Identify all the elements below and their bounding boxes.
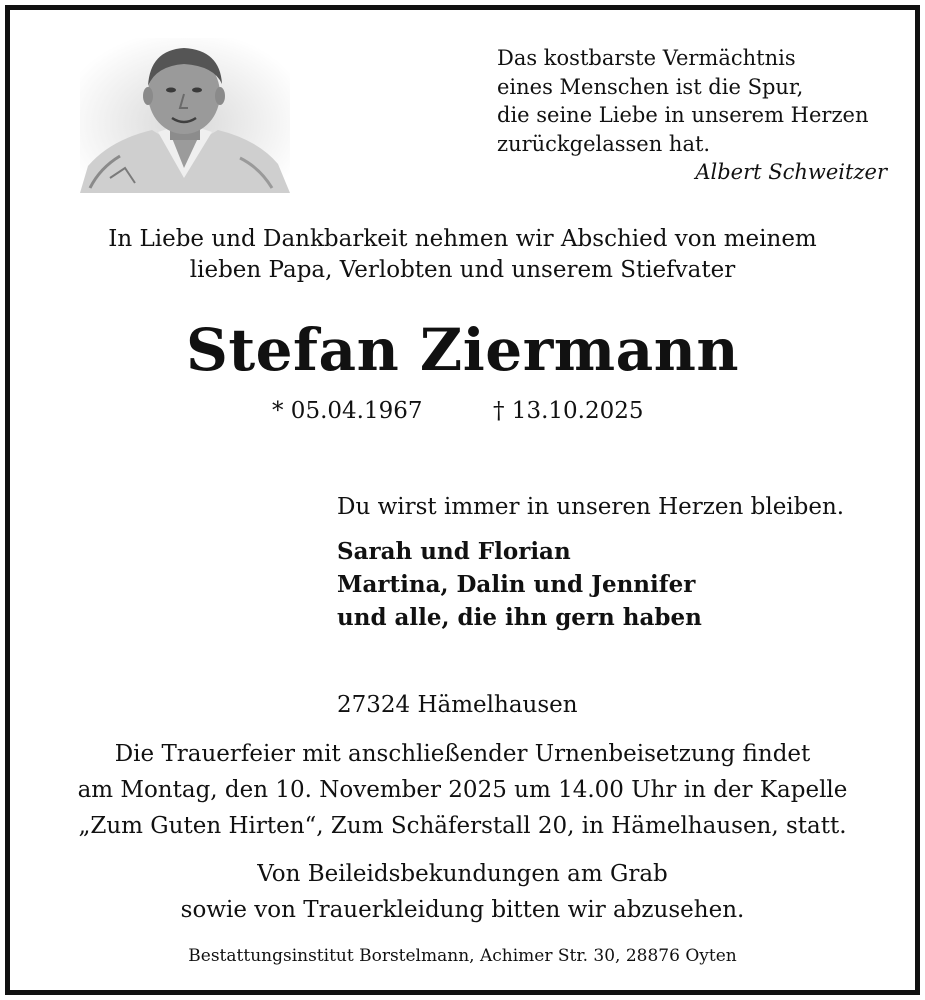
mourner-line: Martina, Dalin und Jennifer — [337, 571, 696, 598]
service-line: Die Trauerfeier mit anschließender Urnenbeisetzung findet — [114, 741, 811, 767]
service-line: „Zum Guten Hirten“, Zum Schäferstall 20, in Hämelhausen, statt. — [78, 813, 847, 839]
mourner-line: Sarah und Florian — [337, 538, 571, 565]
deceased-name: Stefan Ziermann — [185, 316, 740, 384]
mourner-line: und alle, die ihn gern haben — [337, 604, 702, 631]
death-date: † 13.10.2025 — [493, 398, 644, 424]
undertaker-line: Bestattungsinstitut Borstelmann, Achimer Str. 30, 28876 Oyten — [188, 946, 737, 966]
service-line: am Montag, den 10. November 2025 um 14.00 Uhr in der Kapelle — [77, 777, 848, 803]
quote-line: Das kostbarste Vermächtnis — [497, 46, 796, 70]
farewell-line: Du wirst immer in unseren Herzen bleiben. — [337, 494, 845, 520]
quote-block — [497, 44, 887, 187]
birth-date: * 05.04.1967 — [272, 398, 423, 424]
portrait-photo — [80, 38, 290, 193]
quote-line: eines Menschen ist die Spur, — [497, 74, 804, 99]
quote-line: zurückgelassen hat. — [497, 131, 711, 156]
condolence-line: Von Beileidsbekundungen am Grab — [257, 861, 668, 887]
intro-line: lieben Papa, Verlobten und unserem Stiefvater — [189, 257, 736, 283]
place-line: 27324 Hämelhausen — [337, 692, 578, 718]
quote-line: die seine Liebe in unserem Herzen — [497, 103, 869, 127]
service-info — [0, 736, 925, 844]
intro-text — [0, 224, 925, 286]
intro-line: In Liebe und Dankbarkeit nehmen wir Abschied von meinem — [108, 226, 817, 252]
condolence-line: sowie von Trauerkleidung bitten wir abzusehen. — [180, 897, 745, 923]
quote-author: Albert Schweitzer — [695, 160, 887, 184]
condolence-note — [0, 856, 925, 928]
mourners-list — [337, 535, 702, 634]
